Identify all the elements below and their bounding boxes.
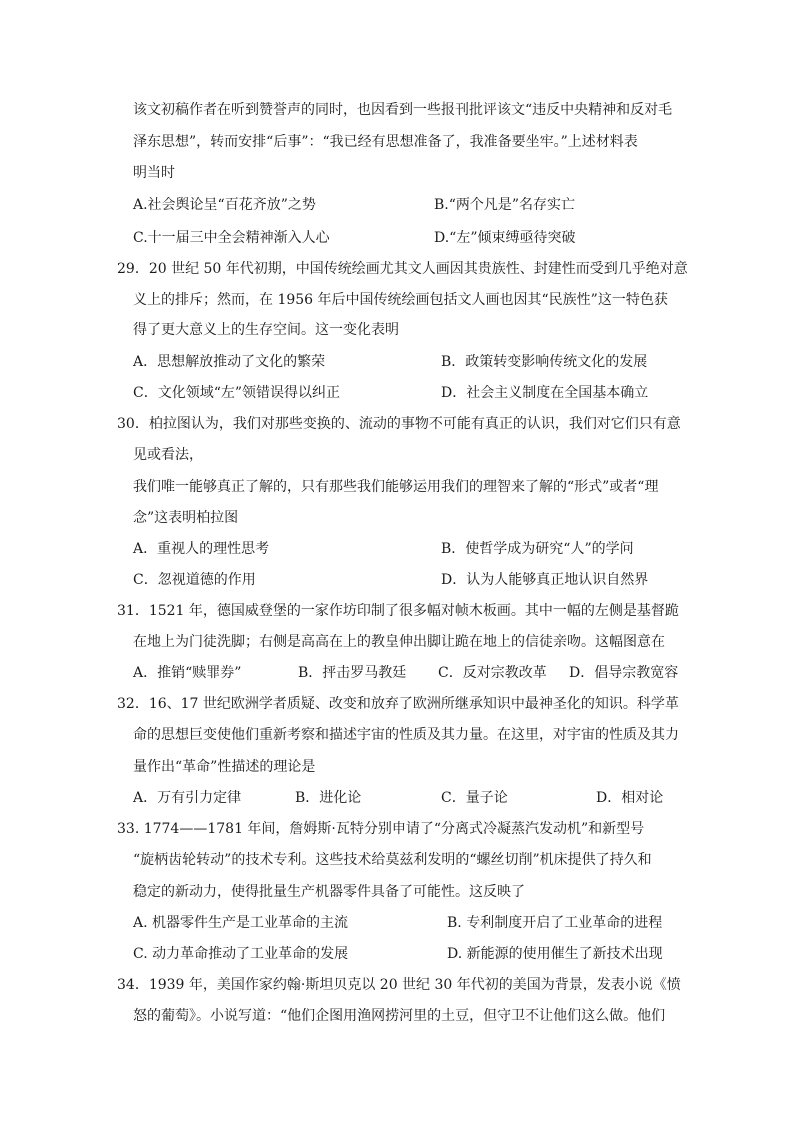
q29-line-1: 29．20 世纪 50 年代初期，中国传统绘画尤其文人画因其贵族性、封建性而受到几乎绝对意 — [117, 261, 688, 277]
q29-option-c: C．文化领域“左”领错误得以纠正 — [133, 385, 341, 401]
q32-option-a: A．万有引力定律 — [133, 790, 242, 806]
q32-option-c: C．量子论 — [441, 790, 508, 806]
q30-line-1: 30．柏拉图认为，我们对那些变换的、流动的事物不可能有真正的认识，我们对它们只有意 — [117, 416, 681, 432]
q33-option-a: A. 机器零件生产是工业革命的主流 — [133, 915, 349, 931]
q33-option-d: D. 新能源的使用催生了新技术出现 — [447, 946, 663, 962]
q30-option-d: D．认为人能够真正地认识自然界 — [441, 572, 649, 588]
q31-option-a: A．推销“赎罪券” — [133, 665, 242, 681]
q28-option-b: B.“两个凡是”名存实亡 — [434, 197, 576, 213]
q29-option-d: D．社会主义制度在全国基本确立 — [441, 385, 649, 401]
q33-option-c: C. 动力革命推动了工业革命的发展 — [133, 946, 349, 962]
q29-line-3: 得了更大意义上的生存空间。这一变化表明 — [133, 322, 399, 338]
q32-line-3: 量作出“革命”性描述的理论是 — [133, 759, 316, 775]
q31-line-1: 31．1521 年，德国威登堡的一家作坊印制了很多幅对帧木板画。其中一幅的左侧是基督跪 — [117, 603, 679, 619]
q34-line-1: 34．1939 年，美国作家约翰·斯坦贝克以 20 世纪 30 年代初的美国为背景，发表小说《愤 — [117, 977, 681, 993]
q33-line-1: 33. 1774——1781 年间，詹姆斯·瓦特分别申请了“分离式冷凝蒸汽发动机”和新型号 — [117, 821, 645, 837]
q30-option-a: A．重视人的理性思考 — [133, 541, 270, 557]
q30-line-2: 见或看法， — [133, 447, 203, 463]
q28-line-3: 明当时 — [133, 165, 175, 181]
q28-option-a: A.社会舆论呈“百花齐放”之势 — [133, 197, 316, 213]
q30-line-3: 我们唯一能够真正了解的，只有那些我们能够运用我们的理智来了解的“形式”或者“理 — [133, 479, 659, 495]
q29-option-b: B．政策转变影响传统文化的发展 — [441, 354, 648, 370]
q33-line-2: “旋柄齿轮转动”的技术专利。这些技术给莫兹利发明的“螺丝切削”机床提供了持久和 — [133, 852, 652, 868]
q29-line-2: 义上的排斥；然而，在 1956 年后中国传统绘画包括文人画也因其“民族性”这一特色获 — [133, 292, 668, 308]
q31-line-2: 在地上为门徒洗脚；右侧是高高在上的教皇伸出脚让跪在地上的信徒亲吻。这幅图意在 — [133, 634, 665, 650]
q28-line-2: 泽东思想”，转而安排“后事”：“我已经有思想准备了，我准备要坐牢。”上述材料表 — [133, 134, 638, 150]
q28-line-1: 该文初稿作者在听到赞誉声的同时，也因看到一些报刊批评该文“违反中央精神和反对毛 — [133, 102, 673, 118]
q30-option-b: B．使哲学成为研究“人”的学问 — [441, 541, 634, 557]
q33-option-b: B. 专利制度开启了工业革命的进程 — [447, 915, 663, 931]
q32-option-d: D．相对论 — [596, 790, 664, 806]
q31-option-d: D．倡导宗教宽容 — [569, 665, 679, 681]
q28-option-d: D.“左”倾束缚亟待突破 — [434, 230, 576, 246]
q28-option-c: C.十一届三中全会精神渐入人心 — [133, 230, 330, 246]
q30-option-c: C．忽视道德的作用 — [133, 572, 256, 588]
q31-option-c: C．反对宗教改革 — [438, 665, 547, 681]
q31-option-b: B．抨击罗马教廷 — [298, 665, 407, 681]
q29-option-a: A．思想解放推动了文化的繁荣 — [133, 354, 326, 370]
q32-option-b: B．进化论 — [295, 790, 362, 806]
q33-line-3: 稳定的新动力，使得批量生产机器零件具备了可能性。这反映了 — [133, 884, 525, 900]
q34-line-2: 怒的葡萄》。小说写道：“他们企图用渔网捞河里的土豆，但守卫不让他们这么做。他们 — [133, 1008, 666, 1024]
q32-line-2: 命的思想巨变使他们重新考察和描述宇宙的性质及其力量。在这里，对宇宙的性质及其力 — [133, 727, 679, 743]
q30-line-4: 念”这表明柏拉图 — [133, 510, 239, 526]
q32-line-1: 32．16、17 世纪欧洲学者质疑、改变和放弃了欧洲所继承知识中最神圣化的知识。科学革 — [117, 696, 679, 712]
